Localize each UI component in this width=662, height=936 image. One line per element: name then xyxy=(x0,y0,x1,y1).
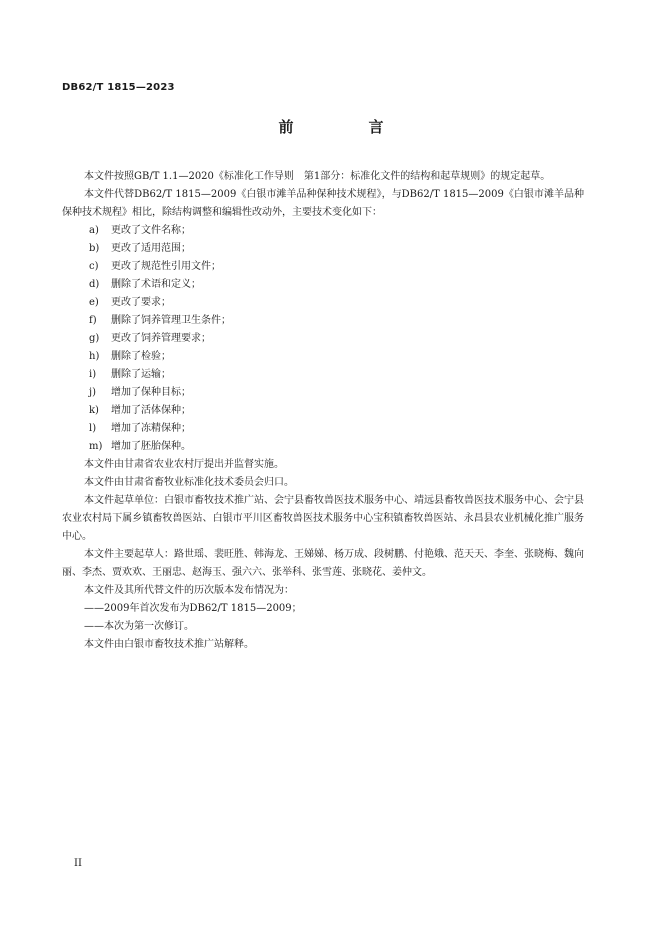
list-item xyxy=(62,258,584,276)
paragraph: 本文件由白银市畜牧技术推广站解释。 xyxy=(84,639,254,650)
list-text: 增加了冻精保种； xyxy=(111,423,191,434)
paragraph: ——本次为第一次修订。 xyxy=(84,621,194,632)
list-text: 增加了保种目标； xyxy=(111,387,191,398)
paragraph: ——2009年首次发布为DB62/T 1815—2009； xyxy=(84,603,302,614)
page-number: II xyxy=(74,858,82,869)
paragraph: 本文件代替DB62/T 1815—2009《白银市滩羊品种保种技术规程》，与DB62/T 1815—2009《白银市滩羊品种保种技术规程》相比，除结构调整和编辑性改动外，主要技术变化如下： xyxy=(62,189,584,218)
list-marker: f) xyxy=(89,315,97,326)
list-marker: e) xyxy=(89,297,99,308)
list-text: 更改了规范性引用文件； xyxy=(111,261,221,272)
list-marker: k) xyxy=(89,405,99,416)
paragraph: 本文件主要起草人：路世瑶、裴旺胜、韩海龙、王娣娣、杨万成、段树鹏、付艳娥、范天天、李奎、张晓梅、魏向丽、李杰、贾欢欢、王丽忠、赵海玉、强六六、张举科、张雪莲、张晓花、姜仲文。 xyxy=(62,549,584,578)
list-item xyxy=(62,222,584,240)
list-text: 删除了术语和定义； xyxy=(111,279,201,290)
list-item xyxy=(62,240,584,258)
list-text: 删除了运输； xyxy=(111,369,171,380)
list-marker: c) xyxy=(89,261,99,272)
list-item xyxy=(62,294,584,312)
list-text: 更改了要求； xyxy=(111,297,171,308)
foreword-body xyxy=(62,168,584,654)
list-marker: i) xyxy=(89,369,97,380)
list-text: 更改了文件名称； xyxy=(111,225,191,236)
list-item xyxy=(62,348,584,366)
list-marker: a) xyxy=(89,225,99,236)
list-item xyxy=(62,366,584,384)
list-item xyxy=(62,438,584,456)
list-text: 增加了胚胎保种。 xyxy=(111,441,191,452)
paragraph: 本文件由甘肃省畜牧业标准化技术委员会归口。 xyxy=(84,477,294,488)
paragraph: 本文件由甘肃省农业农村厅提出并监督实施。 xyxy=(84,459,284,470)
list-marker: l) xyxy=(89,423,97,434)
list-item xyxy=(62,420,584,438)
list-item xyxy=(62,312,584,330)
list-item xyxy=(62,402,584,420)
list-text: 更改了饲养管理要求； xyxy=(111,333,211,344)
list-item xyxy=(62,330,584,348)
list-text: 删除了饲养管理卫生条件； xyxy=(111,315,231,326)
list-marker: b) xyxy=(89,243,100,254)
paragraph: 本文件及其所代替文件的历次版本发布情况为： xyxy=(84,585,294,596)
list-marker: m) xyxy=(89,441,103,452)
paragraph: 本文件起草单位：白银市畜牧技术推广站、会宁县畜牧兽医技术服务中心、靖远县畜牧兽医技术服务中心、会宁县农业农村局下属乡镇畜牧兽医站、白银市平川区畜牧兽医技术服务中心宝积镇畜牧兽医站、永昌县农业机械化推广服务中心。 xyxy=(62,495,584,542)
list-marker: h) xyxy=(89,351,100,362)
document-code: DB62/T 1815—2023 xyxy=(62,82,175,93)
list-item xyxy=(62,384,584,402)
list-marker: j) xyxy=(89,387,97,398)
paragraph: 本文件按照GB/T 1.1—2020《标准化工作导则 第1部分：标准化文件的结构和起草规则》的规定起草。 xyxy=(84,171,551,182)
list-item xyxy=(62,276,584,294)
list-marker: d) xyxy=(89,279,100,290)
changes-list xyxy=(62,222,584,456)
section-title: 前 言 xyxy=(278,118,414,136)
list-text: 增加了活体保种； xyxy=(111,405,191,416)
list-text: 删除了检验； xyxy=(111,351,171,362)
list-text: 更改了适用范围； xyxy=(111,243,191,254)
list-marker: g) xyxy=(89,333,100,344)
